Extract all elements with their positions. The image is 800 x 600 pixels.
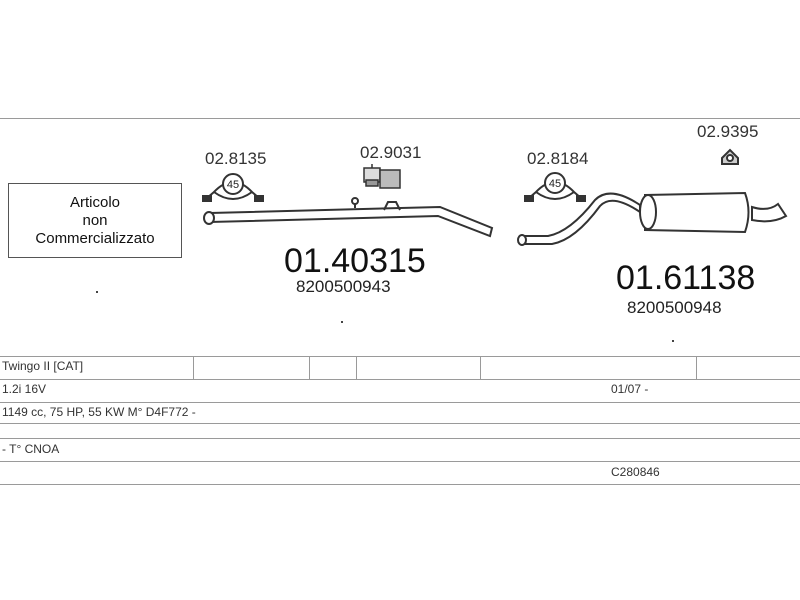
col-sep-2 — [309, 357, 310, 379]
dot-1 — [96, 291, 98, 293]
engine-specs: 1149 cc, 75 HP, 55 KW M° D4F772 - — [2, 405, 196, 419]
engine-version: 1.2i 16V — [2, 382, 47, 396]
hanger-1-code[interactable]: 02.9031 — [360, 143, 422, 162]
table-divider-5 — [0, 438, 800, 439]
table-divider-3 — [0, 402, 800, 403]
production-date: 01/07 - — [611, 382, 649, 396]
hanger-1-icon[interactable] — [364, 164, 400, 188]
table-divider-4 — [0, 423, 800, 424]
hanger-2-code[interactable]: 02.9395 — [697, 122, 759, 141]
clamp-2-size: 45 — [548, 178, 562, 190]
col-sep-5 — [696, 357, 697, 379]
intermediate-pipe-icon[interactable] — [204, 198, 492, 236]
pipe-code[interactable]: 01.40315 — [284, 242, 426, 280]
note-line-1: Articolo — [69, 193, 121, 211]
reference-code: C280846 — [611, 465, 660, 479]
clamp-1-code[interactable]: 02.8135 — [205, 149, 267, 168]
clamp-2-code[interactable]: 02.8184 — [527, 149, 589, 168]
dot-3 — [672, 340, 674, 342]
hanger-2-icon[interactable] — [722, 150, 738, 164]
dot-2 — [341, 321, 343, 323]
clamp-1-size: 45 — [226, 179, 240, 191]
col-sep-3 — [356, 357, 357, 379]
table-divider-1 — [0, 356, 800, 357]
silencer-oem-number: 8200500948 — [627, 298, 722, 317]
table-divider-2 — [0, 379, 800, 380]
table-divider-6 — [0, 461, 800, 462]
note-line-3: Commercializzato — [35, 229, 155, 247]
type-notes: - T° CNOA — [2, 442, 60, 456]
col-sep-1 — [193, 357, 194, 379]
col-sep-4 — [480, 357, 481, 379]
silencer-code[interactable]: 01.61138 — [616, 259, 756, 297]
pipe-oem-number: 8200500943 — [296, 277, 391, 296]
rear-silencer-icon[interactable] — [518, 193, 786, 245]
note-line-2: non — [82, 211, 108, 229]
vehicle-model: Twingo II [CAT] — [2, 359, 84, 373]
table-divider-7 — [0, 484, 800, 485]
